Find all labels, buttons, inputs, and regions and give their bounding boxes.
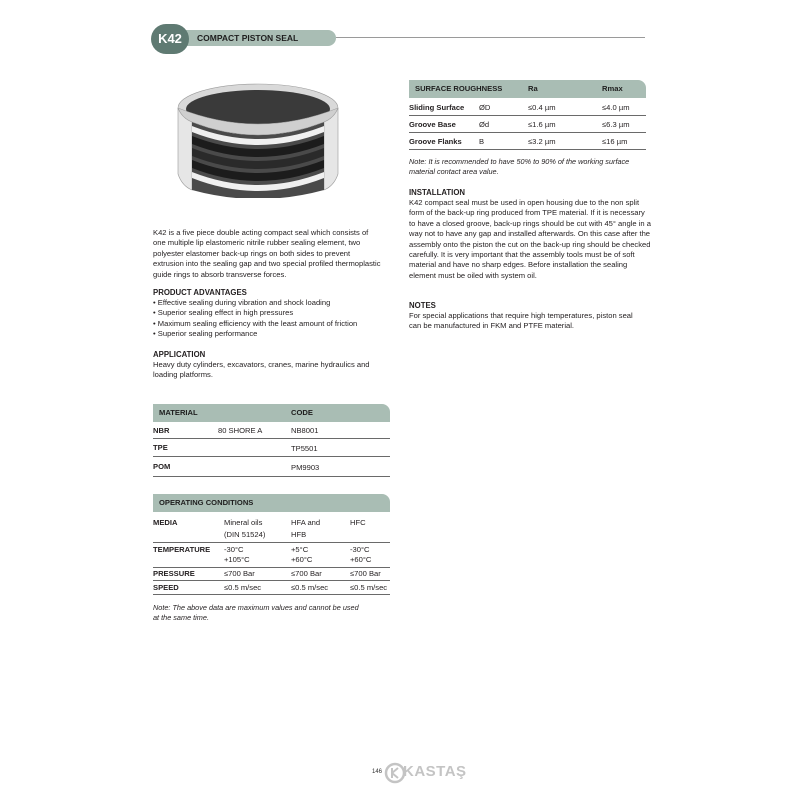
column-header: MATERIAL — [159, 408, 198, 417]
speed-c3: ≤0.5 m/sec — [350, 583, 388, 592]
roughness-ra: ≤0.4 µm — [528, 103, 556, 112]
row-label-pressure: PRESSURE — [153, 569, 195, 578]
application-heading: APPLICATION — [153, 350, 206, 359]
material-code: PM9903 — [291, 463, 320, 472]
roughness-note-line1: Note: It is recommended to have 50% to 90% of the working surface — [409, 157, 630, 166]
row-label-speed: SPEED — [153, 583, 179, 592]
roughness-name: Sliding Surface — [409, 103, 465, 112]
material-name: POM — [153, 462, 171, 471]
row-label-media: MEDIA — [153, 518, 178, 527]
list-item: • Maximum sealing efficiency with the least amount of friction — [153, 319, 393, 329]
media-c3: HFC — [350, 518, 366, 527]
temp-c2-line1: +5°C — [291, 545, 309, 554]
operating-table-header — [153, 494, 390, 512]
roughness-symbol: Ød — [479, 120, 490, 129]
roughness-name: Groove Base — [409, 120, 456, 129]
table-divider — [409, 149, 646, 150]
advantages-list — [153, 298, 393, 340]
advantages-heading: PRODUCT ADVANTAGES — [153, 288, 247, 297]
table-divider — [409, 115, 646, 116]
table-divider — [153, 580, 390, 581]
material-code: TP5501 — [291, 444, 318, 453]
roughness-rmax: ≤6.3 µm — [602, 120, 630, 129]
roughness-ra: ≤3.2 µm — [528, 137, 556, 146]
material-name: TPE — [153, 443, 168, 452]
material-name: NBR — [153, 426, 170, 435]
operating-note-line2: at the same time. — [153, 613, 209, 622]
list-item: • Superior sealing performance — [153, 329, 393, 339]
roughness-symbol: ØD — [479, 103, 491, 112]
header-divider — [336, 37, 645, 38]
table-divider — [153, 567, 390, 568]
media-c1-line1: Mineral oils — [224, 518, 263, 527]
temp-c1-line1: -30°C — [224, 545, 244, 554]
roughness-name: Groove Flanks — [409, 137, 462, 146]
column-header: CODE — [291, 408, 313, 417]
column-header: Ra — [528, 84, 538, 93]
roughness-note-line2: material contact area value. — [409, 167, 499, 176]
temp-c3-line2: +60°C — [350, 555, 372, 564]
product-code-badge: K42 — [151, 24, 189, 54]
notes-text: For special applications that require high temperatures, piston seal can be manufactured in FKM and PTFE material. — [409, 311, 633, 331]
table-divider — [153, 594, 390, 595]
temp-c1-line2: +105°C — [224, 555, 250, 564]
installation-text: K42 compact seal must be used in open housing due to the non split form of the back-up ring produced from TPE material. If it is necessary to have a closed groove, back-up rings should be cut with 45° angle in a way not to have any gap and installed afterwards. On this case after the assembly onto the piston the cut on the back-up ring should be checked carefully. It is very important that the assembly tools must be of soft material and have no sharp edges. Before installation the sealing element must be oiled with system oil. — [409, 198, 651, 280]
table-divider — [409, 132, 646, 133]
pressure-c3: ≤700 Bar — [350, 569, 381, 578]
seal-product-image — [170, 78, 346, 198]
temp-c3-line1: -30°C — [350, 545, 370, 554]
roughness-ra: ≤1.6 µm — [528, 120, 556, 129]
roughness-rmax: ≤4.0 µm — [602, 103, 630, 112]
table-divider — [153, 438, 390, 439]
roughness-table-header — [409, 80, 646, 98]
list-item: • Superior sealing effect in high pressures — [153, 308, 393, 318]
page-title: COMPACT PISTON SEAL — [197, 33, 299, 43]
roughness-symbol: B — [479, 137, 485, 146]
media-c1-line2: (DIN 51524) — [224, 530, 266, 539]
speed-c2: ≤0.5 m/sec — [291, 583, 329, 592]
intro-paragraph: K42 is a five piece double acting compact seal which consists of one multiple lip elastomeric nitrile rubber sealing element, two polyester elastomer back-up rings on both sides to prevent extrusion into the sealing gap and two special profiled thermoplastic guide rings to absorb transverse forces. — [153, 228, 381, 279]
pressure-c1: ≤700 Bar — [224, 569, 255, 578]
kastas-logo-text: KASTAŞ — [403, 763, 467, 780]
operating-note-line1: Note: The above data are maximum values and cannot be used — [153, 603, 359, 612]
speed-c1: ≤0.5 m/sec — [224, 583, 262, 592]
column-header: SURFACE ROUGHNESS — [415, 84, 503, 93]
list-item: • Effective sealing during vibration and shock loading — [153, 298, 393, 308]
row-label-temperature: TEMPERATURE — [153, 545, 211, 554]
column-header: Rmax — [602, 84, 623, 93]
table-divider — [153, 456, 390, 457]
table-divider — [153, 542, 390, 543]
temp-c2-line2: +60°C — [291, 555, 313, 564]
installation-heading: INSTALLATION — [409, 188, 466, 197]
media-c2-line1: HFA and — [291, 518, 321, 527]
roughness-rmax: ≤16 µm — [602, 137, 628, 146]
table-divider — [153, 476, 390, 477]
material-code: NB8001 — [291, 426, 319, 435]
column-header: OPERATING CONDITIONS — [159, 498, 254, 507]
page-number: 146 — [372, 769, 383, 775]
notes-heading: NOTES — [409, 301, 436, 310]
material-table-header — [153, 404, 390, 422]
application-text: Heavy duty cylinders, excavators, cranes, marine hydraulics and loading platforms. — [153, 360, 370, 380]
media-c2-line2: HFB — [291, 530, 307, 539]
material-detail: 80 SHORE A — [218, 426, 263, 435]
pressure-c2: ≤700 Bar — [291, 569, 322, 578]
